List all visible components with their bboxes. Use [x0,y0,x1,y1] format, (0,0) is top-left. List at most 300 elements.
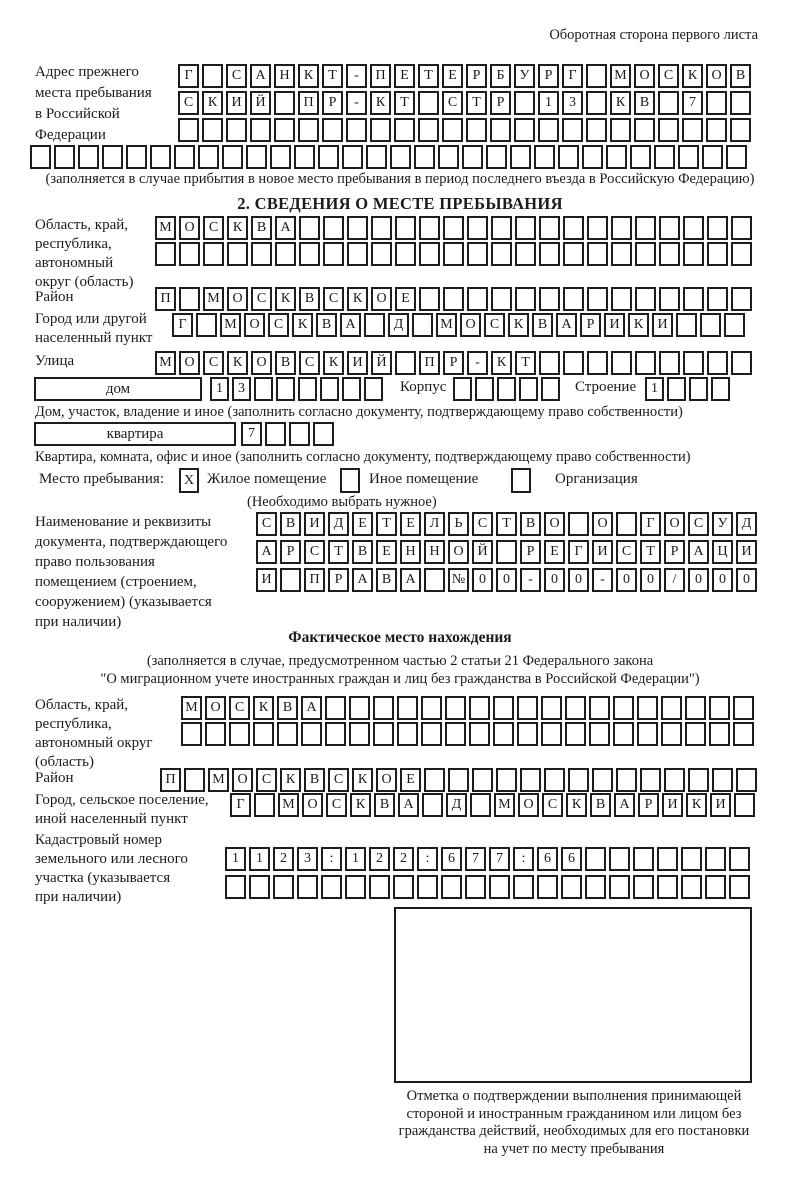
char-cell[interactable]: О [232,768,253,792]
char-cell[interactable]: Ц [712,540,733,564]
char-cell[interactable] [700,313,721,337]
char-cell[interactable]: М [155,351,176,375]
char-cell[interactable] [565,722,586,746]
char-cell[interactable] [373,696,394,720]
char-cell[interactable] [102,145,123,169]
char-cell[interactable]: Й [472,540,493,564]
char-cell[interactable] [658,91,679,115]
char-cell[interactable]: С [256,512,277,536]
char-cell[interactable]: Р [443,351,464,375]
char-cell[interactable]: М [436,313,457,337]
char-cell[interactable] [611,216,632,240]
char-cell[interactable]: Р [664,540,685,564]
char-cell[interactable] [515,216,536,240]
char-cell[interactable] [491,242,512,266]
char-cell[interactable] [519,377,538,401]
char-cell[interactable] [225,875,246,899]
char-cell[interactable] [178,118,199,142]
char-cell[interactable] [712,768,733,792]
char-cell[interactable] [736,768,757,792]
char-cell[interactable] [592,768,613,792]
char-cell[interactable]: О [634,64,655,88]
char-cell[interactable]: К [202,91,223,115]
char-cell[interactable] [613,722,634,746]
char-cell[interactable] [395,242,416,266]
char-cell[interactable]: И [256,568,277,592]
char-cell[interactable] [496,768,517,792]
char-cell[interactable] [585,847,606,871]
char-cell[interactable]: К [227,351,248,375]
char-cell[interactable] [711,377,730,401]
char-cell[interactable] [541,722,562,746]
char-cell[interactable] [611,242,632,266]
char-cell[interactable] [589,722,610,746]
char-cell[interactable]: О [460,313,481,337]
char-cell[interactable]: Е [442,64,463,88]
char-cell[interactable]: Р [328,568,349,592]
char-cell[interactable]: В [316,313,337,337]
stay-option-residential-checkbox[interactable]: X [179,468,199,493]
char-cell[interactable] [705,847,726,871]
char-cell[interactable] [419,242,440,266]
char-cell[interactable] [709,722,730,746]
char-cell[interactable] [424,568,445,592]
char-cell[interactable] [274,91,295,115]
char-cell[interactable] [265,422,286,446]
char-cell[interactable]: М [220,313,241,337]
char-cell[interactable] [539,287,560,311]
char-cell[interactable] [397,722,418,746]
char-cell[interactable] [658,118,679,142]
char-cell[interactable] [126,145,147,169]
char-cell[interactable] [724,313,745,337]
char-cell[interactable] [683,351,704,375]
char-cell[interactable]: К [253,696,274,720]
char-cell[interactable]: А [556,313,577,337]
char-cell[interactable]: С [688,512,709,536]
char-cell[interactable]: А [340,313,361,337]
char-cell[interactable] [491,287,512,311]
char-cell[interactable] [395,351,416,375]
char-cell[interactable] [635,242,656,266]
char-cell[interactable]: И [652,313,673,337]
char-cell[interactable]: Р [520,540,541,564]
char-cell[interactable] [349,722,370,746]
stay-option-other-checkbox[interactable] [340,468,360,493]
char-cell[interactable] [297,875,318,899]
char-cell[interactable]: К [566,793,587,817]
char-cell[interactable]: 0 [568,568,589,592]
char-cell[interactable] [520,768,541,792]
char-cell[interactable] [254,377,273,401]
char-cell[interactable]: 6 [537,847,558,871]
char-cell[interactable]: С [542,793,563,817]
char-cell[interactable]: 7 [465,847,486,871]
char-cell[interactable]: Д [736,512,757,536]
char-cell[interactable] [320,377,339,401]
char-cell[interactable] [563,351,584,375]
char-cell[interactable] [277,722,298,746]
char-cell[interactable]: 0 [544,568,565,592]
char-cell[interactable] [582,145,603,169]
char-cell[interactable] [421,696,442,720]
char-cell[interactable]: Т [515,351,536,375]
char-cell[interactable]: Е [376,540,397,564]
char-cell[interactable] [222,145,243,169]
char-cell[interactable]: П [419,351,440,375]
char-cell[interactable] [486,145,507,169]
char-cell[interactable]: О [664,512,685,536]
char-cell[interactable]: К [275,287,296,311]
char-cell[interactable] [637,696,658,720]
char-cell[interactable]: 7 [241,422,262,446]
char-cell[interactable] [731,242,752,266]
char-cell[interactable]: В [280,512,301,536]
char-cell[interactable] [418,91,439,115]
char-cell[interactable]: В [730,64,751,88]
char-cell[interactable] [299,216,320,240]
char-cell[interactable] [681,875,702,899]
char-cell[interactable] [541,377,560,401]
char-cell[interactable] [184,768,205,792]
char-cell[interactable]: 1 [210,377,229,401]
char-cell[interactable] [558,145,579,169]
char-cell[interactable] [419,287,440,311]
char-cell[interactable]: С [229,696,250,720]
char-cell[interactable]: П [155,287,176,311]
char-cell[interactable]: О [251,351,272,375]
char-cell[interactable] [179,242,200,266]
char-cell[interactable]: О [544,512,565,536]
char-cell[interactable]: Г [178,64,199,88]
char-cell[interactable] [513,875,534,899]
char-cell[interactable] [682,118,703,142]
char-cell[interactable]: С [203,351,224,375]
char-cell[interactable] [678,145,699,169]
char-cell[interactable]: В [299,287,320,311]
char-cell[interactable] [470,793,491,817]
char-cell[interactable] [586,64,607,88]
char-cell[interactable] [274,118,295,142]
char-cell[interactable] [491,216,512,240]
char-cell[interactable] [667,377,686,401]
char-cell[interactable] [606,145,627,169]
char-cell[interactable] [568,512,589,536]
char-cell[interactable] [707,351,728,375]
char-cell[interactable] [659,216,680,240]
char-cell[interactable] [346,118,367,142]
char-cell[interactable]: А [398,793,419,817]
char-cell[interactable] [609,875,630,899]
char-cell[interactable] [421,722,442,746]
char-cell[interactable]: Н [400,540,421,564]
char-cell[interactable] [729,847,750,871]
char-cell[interactable] [414,145,435,169]
char-cell[interactable]: 6 [441,847,462,871]
char-cell[interactable]: В [275,351,296,375]
char-cell[interactable] [683,287,704,311]
char-cell[interactable] [467,287,488,311]
char-cell[interactable]: С [203,216,224,240]
char-cell[interactable]: Р [638,793,659,817]
char-cell[interactable]: С [323,287,344,311]
char-cell[interactable] [418,118,439,142]
char-cell[interactable] [364,377,383,401]
char-cell[interactable] [659,351,680,375]
char-cell[interactable]: Г [230,793,251,817]
char-cell[interactable]: М [203,287,224,311]
char-cell[interactable]: : [321,847,342,871]
char-cell[interactable]: С [304,540,325,564]
char-cell[interactable]: М [181,696,202,720]
char-cell[interactable]: А [256,540,277,564]
char-cell[interactable] [706,118,727,142]
char-cell[interactable] [325,722,346,746]
char-cell[interactable] [369,875,390,899]
char-cell[interactable] [659,242,680,266]
char-cell[interactable]: О [302,793,323,817]
char-cell[interactable]: Ь [448,512,469,536]
char-cell[interactable]: 7 [489,847,510,871]
char-cell[interactable]: И [604,313,625,337]
char-cell[interactable] [659,287,680,311]
char-cell[interactable] [493,722,514,746]
char-cell[interactable]: В [634,91,655,115]
char-cell[interactable]: А [301,696,322,720]
char-cell[interactable]: Т [376,512,397,536]
char-cell[interactable]: С [484,313,505,337]
char-cell[interactable]: К [347,287,368,311]
char-cell[interactable]: 2 [273,847,294,871]
char-cell[interactable] [609,847,630,871]
char-cell[interactable] [202,64,223,88]
char-cell[interactable] [373,722,394,746]
char-cell[interactable] [366,145,387,169]
char-cell[interactable] [397,696,418,720]
char-cell[interactable]: Т [394,91,415,115]
char-cell[interactable] [438,145,459,169]
char-cell[interactable]: Е [395,287,416,311]
char-cell[interactable] [390,145,411,169]
char-cell[interactable] [731,351,752,375]
char-cell[interactable] [683,216,704,240]
char-cell[interactable] [661,722,682,746]
char-cell[interactable]: - [346,64,367,88]
char-cell[interactable]: С [658,64,679,88]
char-cell[interactable]: 6 [561,847,582,871]
char-cell[interactable] [676,313,697,337]
char-cell[interactable] [345,875,366,899]
char-cell[interactable] [226,118,247,142]
char-cell[interactable]: 2 [393,847,414,871]
char-cell[interactable]: А [688,540,709,564]
char-cell[interactable]: А [352,568,373,592]
char-cell[interactable]: 0 [640,568,661,592]
char-cell[interactable]: А [250,64,271,88]
char-cell[interactable] [318,145,339,169]
char-cell[interactable]: О [179,216,200,240]
char-cell[interactable] [654,145,675,169]
char-cell[interactable]: - [592,568,613,592]
char-cell[interactable]: Е [400,768,421,792]
char-cell[interactable] [635,287,656,311]
char-cell[interactable] [587,216,608,240]
char-cell[interactable]: П [160,768,181,792]
char-cell[interactable]: Д [388,313,409,337]
char-cell[interactable] [298,377,317,401]
char-cell[interactable]: П [370,64,391,88]
char-cell[interactable] [349,696,370,720]
char-cell[interactable] [250,118,271,142]
char-cell[interactable] [472,768,493,792]
char-cell[interactable]: : [417,847,438,871]
char-cell[interactable]: П [298,91,319,115]
char-cell[interactable]: О [179,351,200,375]
char-cell[interactable] [685,696,706,720]
char-cell[interactable]: Р [490,91,511,115]
char-cell[interactable] [453,377,472,401]
char-cell[interactable]: Й [371,351,392,375]
char-cell[interactable]: А [614,793,635,817]
char-cell[interactable] [150,145,171,169]
char-cell[interactable]: Б [490,64,511,88]
char-cell[interactable]: Л [424,512,445,536]
char-cell[interactable]: К [682,64,703,88]
char-cell[interactable] [586,91,607,115]
char-cell[interactable] [466,118,487,142]
char-cell[interactable] [497,377,516,401]
char-cell[interactable]: У [712,512,733,536]
char-cell[interactable]: М [494,793,515,817]
char-cell[interactable] [635,216,656,240]
char-cell[interactable] [633,875,654,899]
char-cell[interactable] [565,696,586,720]
char-cell[interactable]: Д [328,512,349,536]
char-cell[interactable] [611,287,632,311]
char-cell[interactable] [364,313,385,337]
char-cell[interactable]: И [347,351,368,375]
char-cell[interactable]: С [616,540,637,564]
char-cell[interactable]: О [371,287,392,311]
char-cell[interactable] [203,242,224,266]
char-cell[interactable]: 1 [538,91,559,115]
char-cell[interactable]: С [299,351,320,375]
char-cell[interactable] [254,793,275,817]
char-cell[interactable] [229,722,250,746]
char-cell[interactable] [445,696,466,720]
char-cell[interactable] [734,793,755,817]
char-cell[interactable] [539,242,560,266]
char-cell[interactable]: К [298,64,319,88]
char-cell[interactable] [465,875,486,899]
char-cell[interactable]: Т [640,540,661,564]
char-cell[interactable] [417,875,438,899]
char-cell[interactable] [589,696,610,720]
char-cell[interactable]: 1 [249,847,270,871]
char-cell[interactable]: Т [496,512,517,536]
char-cell[interactable] [681,847,702,871]
char-cell[interactable] [443,287,464,311]
char-cell[interactable] [705,875,726,899]
char-cell[interactable] [347,216,368,240]
char-cell[interactable]: 1 [345,847,366,871]
char-cell[interactable]: М [208,768,229,792]
char-cell[interactable] [462,145,483,169]
char-cell[interactable]: К [352,768,373,792]
char-cell[interactable] [733,696,754,720]
char-cell[interactable] [347,242,368,266]
char-cell[interactable] [563,242,584,266]
char-cell[interactable]: Г [562,64,583,88]
char-cell[interactable] [419,216,440,240]
char-cell[interactable] [537,875,558,899]
char-cell[interactable] [515,242,536,266]
char-cell[interactable]: 0 [688,568,709,592]
char-cell[interactable] [633,847,654,871]
char-cell[interactable] [270,145,291,169]
char-cell[interactable] [729,875,750,899]
char-cell[interactable]: С [226,64,247,88]
char-cell[interactable]: О [706,64,727,88]
char-cell[interactable]: Е [544,540,565,564]
char-cell[interactable]: Т [322,64,343,88]
char-cell[interactable] [706,91,727,115]
char-cell[interactable]: О [592,512,613,536]
char-cell[interactable]: А [275,216,296,240]
char-cell[interactable]: 0 [736,568,757,592]
char-cell[interactable]: В [304,768,325,792]
char-cell[interactable]: Е [352,512,373,536]
char-cell[interactable] [467,242,488,266]
char-cell[interactable]: И [304,512,325,536]
char-cell[interactable] [733,722,754,746]
char-cell[interactable]: С [326,793,347,817]
char-cell[interactable]: К [610,91,631,115]
char-cell[interactable]: 7 [682,91,703,115]
char-cell[interactable] [469,696,490,720]
char-cell[interactable]: Р [580,313,601,337]
char-cell[interactable] [395,216,416,240]
char-cell[interactable]: В [277,696,298,720]
char-cell[interactable]: Г [568,540,589,564]
char-cell[interactable]: К [491,351,512,375]
char-cell[interactable] [448,768,469,792]
char-cell[interactable]: К [508,313,529,337]
char-cell[interactable] [370,118,391,142]
char-cell[interactable]: М [278,793,299,817]
char-cell[interactable]: О [227,287,248,311]
char-cell[interactable]: Р [280,540,301,564]
char-cell[interactable] [313,422,334,446]
char-cell[interactable] [611,351,632,375]
char-cell[interactable] [726,145,747,169]
char-cell[interactable] [587,351,608,375]
char-cell[interactable] [205,722,226,746]
char-cell[interactable] [534,145,555,169]
char-cell[interactable]: Т [328,540,349,564]
char-cell[interactable] [585,875,606,899]
char-cell[interactable] [249,875,270,899]
char-cell[interactable]: В [532,313,553,337]
char-cell[interactable] [707,216,728,240]
char-cell[interactable] [443,216,464,240]
char-cell[interactable]: С [442,91,463,115]
char-cell[interactable] [539,216,560,240]
char-cell[interactable] [613,696,634,720]
char-cell[interactable]: К [292,313,313,337]
char-cell[interactable] [709,696,730,720]
char-cell[interactable]: П [304,568,325,592]
